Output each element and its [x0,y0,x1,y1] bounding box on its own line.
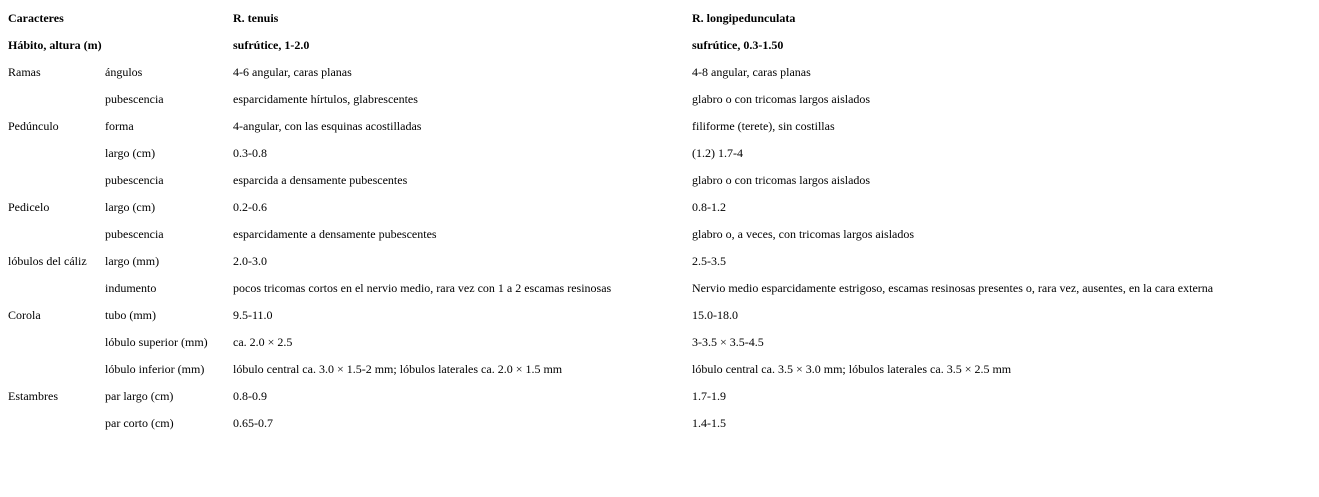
row-group: lóbulos del cáliz [8,254,87,268]
row-species-1: esparcidamente hírtulos, glabrescentes [233,92,418,106]
table-row [6,86,1215,113]
header-species-1: R. tenuis [233,11,279,25]
table-row [6,248,1215,275]
row-attribute: pubescencia [105,173,164,187]
row-attribute: pubescencia [105,227,164,241]
row-group [6,167,103,194]
row-species-1: 0.8-0.9 [233,389,267,403]
header-species-2: R. longipedunculata [692,11,796,25]
row-group: Corola [8,308,41,322]
row-attribute: par largo (cm) [105,389,174,403]
habit-label: Hábito, altura (m) [8,38,102,52]
table-row [6,194,1215,221]
table-row [6,140,1215,167]
row-species-1: 0.2-0.6 [233,200,267,214]
table-row [6,383,1215,410]
comparison-table [6,5,1215,437]
table-row [6,59,1215,86]
table-row [6,221,1215,248]
row-group: Estambres [8,389,58,403]
row-species-2: 1.7-1.9 [692,389,726,403]
row-species-1: 4-angular, con las esquinas acostilladas [233,119,422,133]
row-species-2: glabro o con tricomas largos aislados [692,173,871,187]
row-species-2: glabro o con tricomas largos aislados [692,92,871,106]
row-attribute: largo (cm) [105,146,156,160]
row-species-2: 2.5-3.5 [692,254,726,268]
row-group: Pedúnculo [8,119,59,133]
row-species-1: 4-6 angular, caras planas [233,65,352,79]
table-row [6,356,1215,383]
row-attribute: par corto (cm) [105,416,174,430]
row-group [6,86,103,113]
table-row [6,275,1215,302]
row-species-2: Nervio medio esparcidamente estrigoso, escamas resinosas presentes o, rara vez, ausentes, en la cara externa [692,281,1214,295]
row-species-2: 0.8-1.2 [692,200,726,214]
row-attribute: ángulos [105,65,143,79]
header-row [6,5,1215,32]
row-species-2: filiforme (terete), sin costillas [692,119,835,133]
row-species-1: lóbulo central ca. 3.0 × 1.5-2 mm; lóbulos laterales ca. 2.0 × 1.5 mm [233,362,563,376]
row-species-1: esparcidamente a densamente pubescentes [233,227,437,241]
habit-species-2: sufrútice, 0.3-1.50 [692,38,784,52]
row-species-2: (1.2) 1.7-4 [692,146,743,160]
row-attribute: forma [105,119,134,133]
row-species-2: 4-8 angular, caras planas [692,65,811,79]
row-attribute: largo (cm) [105,200,156,214]
row-species-2: 15.0-18.0 [692,308,738,322]
row-group [6,329,103,356]
row-species-2: 3-3.5 × 3.5-4.5 [692,335,764,349]
row-group [6,410,103,437]
habit-row [6,32,1215,59]
row-species-2: 1.4-1.5 [692,416,726,430]
row-species-2: lóbulo central ca. 3.5 × 3.0 mm; lóbulos laterales ca. 3.5 × 2.5 mm [692,362,1012,376]
header-characters: Caracteres [8,11,64,25]
table-row [6,113,1215,140]
row-attribute: pubescencia [105,92,164,106]
row-group [6,356,103,383]
row-species-1: esparcida a densamente pubescentes [233,173,408,187]
row-attribute: indumento [105,281,157,295]
table-row [6,302,1215,329]
row-species-1: ca. 2.0 × 2.5 [233,335,293,349]
row-group: Pedicelo [8,200,50,214]
row-attribute: tubo (mm) [105,308,156,322]
row-species-2: glabro o, a veces, con tricomas largos aislados [692,227,915,241]
table-row [6,329,1215,356]
row-group [6,140,103,167]
row-species-1: 0.65-0.7 [233,416,273,430]
row-species-1: 2.0-3.0 [233,254,267,268]
row-attribute: lóbulo superior (mm) [105,335,208,349]
habit-species-1: sufrútice, 1-2.0 [233,38,310,52]
row-species-1: 0.3-0.8 [233,146,267,160]
row-species-1: pocos tricomas cortos en el nervio medio, rara vez con 1 a 2 escamas resinosas [233,281,612,295]
row-attribute: lóbulo inferior (mm) [105,362,205,376]
row-attribute: largo (mm) [105,254,160,268]
row-group [6,221,103,248]
row-species-1: 9.5-11.0 [233,308,273,322]
table-row [6,410,1215,437]
row-group: Ramas [8,65,41,79]
table-row [6,167,1215,194]
row-group [6,275,103,302]
